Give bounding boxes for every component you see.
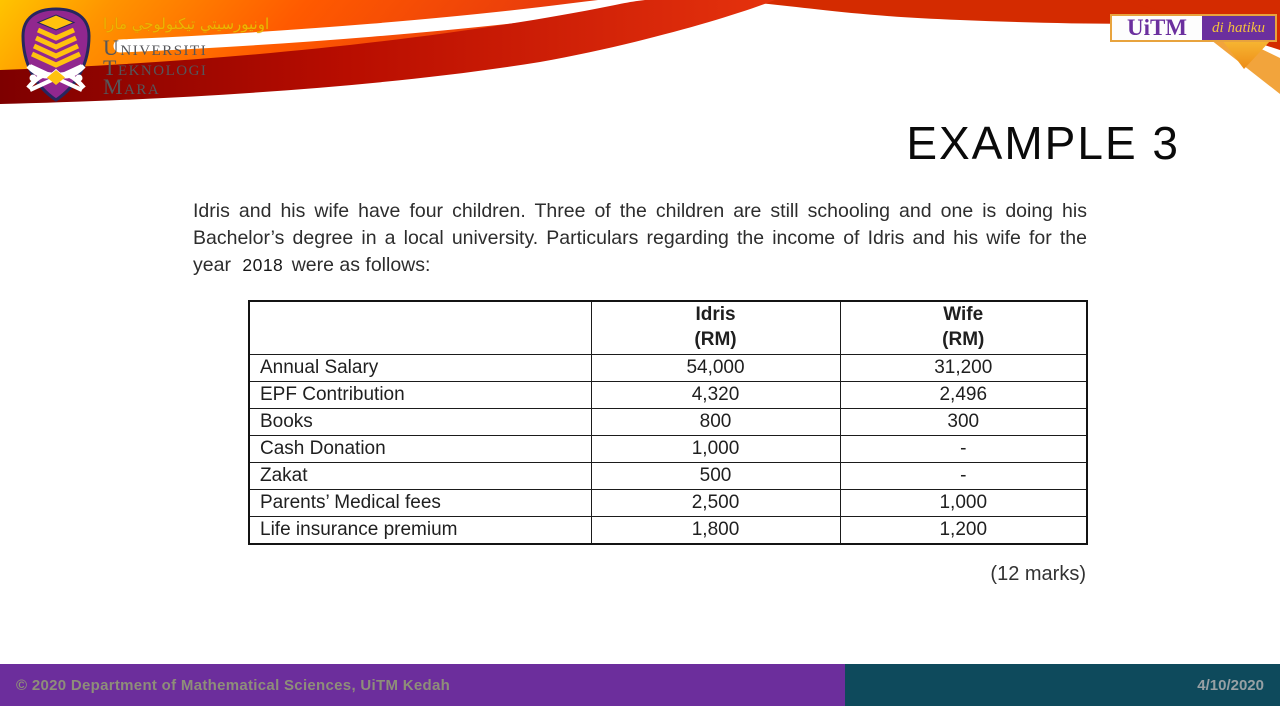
- table-row: [249, 517, 1087, 545]
- problem-text-after-year: were as follows:: [291, 253, 431, 276]
- wife-header-name: Wife: [943, 304, 984, 326]
- table-row: [249, 355, 1087, 382]
- idris-value: 54,000: [591, 355, 840, 382]
- uitm-wordmark: [103, 12, 269, 97]
- table-header-row: [249, 301, 1087, 355]
- wife-value: 2,496: [840, 382, 1087, 409]
- dihatiku-badge: [1110, 14, 1277, 42]
- table-header-wife: [840, 301, 1087, 355]
- university-name-line3: Mara: [103, 74, 161, 99]
- wife-value: 1,200: [840, 517, 1087, 545]
- idris-value: 4,320: [591, 382, 840, 409]
- idris-value: 2,500: [591, 490, 840, 517]
- problem-statement: [193, 198, 1087, 278]
- wife-value: 1,000: [840, 490, 1087, 517]
- wife-header-unit: (RM): [942, 329, 985, 350]
- row-label: Annual Salary: [249, 355, 591, 382]
- idris-value: 500: [591, 463, 840, 490]
- wife-value: -: [840, 436, 1087, 463]
- problem-text-before-year: Idris and his wife have four children. Three of the children are still schooling and one is doing his Bachelor’s degree in a local university. Particulars regarding the income of Idris and his wife for the year: [193, 200, 1087, 276]
- dihatiku-tagline: di hatiku: [1202, 16, 1275, 40]
- row-label: Zakat: [249, 463, 591, 490]
- footer-bar: [0, 664, 1280, 706]
- copyright-text: © 2020 Department of Mathematical Sciences, UiTM Kedah: [16, 676, 451, 694]
- date-text: 4/10/2020: [1197, 676, 1264, 694]
- row-label: Cash Donation: [249, 436, 591, 463]
- jawi-calligraphy: اونيورسيتي تيكنولوجي مارا: [103, 15, 270, 33]
- marks-note: (12 marks): [990, 563, 1086, 585]
- idris-value: 1,000: [591, 436, 840, 463]
- table-header-item: [249, 301, 591, 355]
- uitm-crest: [14, 6, 269, 106]
- university-name-line2: Teknologi: [103, 54, 208, 80]
- dihatiku-acronym: UiTM: [1112, 16, 1202, 40]
- idris-value: 1,800: [591, 517, 840, 545]
- wife-value: 31,200: [840, 355, 1087, 382]
- table-header-idris: [591, 301, 840, 355]
- income-table: [248, 300, 1088, 545]
- slide-title: EXAMPLE 3: [906, 117, 1180, 169]
- table-row: [249, 436, 1087, 463]
- row-label: Parents’ Medical fees: [249, 490, 591, 517]
- table-row: [249, 463, 1087, 490]
- table-row: [249, 409, 1087, 436]
- problem-year: 2018: [242, 254, 284, 275]
- row-label: EPF Contribution: [249, 382, 591, 409]
- wife-value: 300: [840, 409, 1087, 436]
- university-name-line1: Universiti: [103, 35, 208, 60]
- footer-copyright-section: [0, 664, 845, 706]
- idris-header-name: Idris: [695, 304, 736, 326]
- uitm-shield-icon: [14, 6, 98, 106]
- wife-value: -: [840, 463, 1087, 490]
- table-row: [249, 382, 1087, 409]
- idris-value: 800: [591, 409, 840, 436]
- table-row: [249, 490, 1087, 517]
- row-label: Life insurance premium: [249, 517, 591, 545]
- row-label: Books: [249, 409, 591, 436]
- footer-date-section: [845, 664, 1280, 706]
- idris-header-unit: (RM): [694, 329, 737, 350]
